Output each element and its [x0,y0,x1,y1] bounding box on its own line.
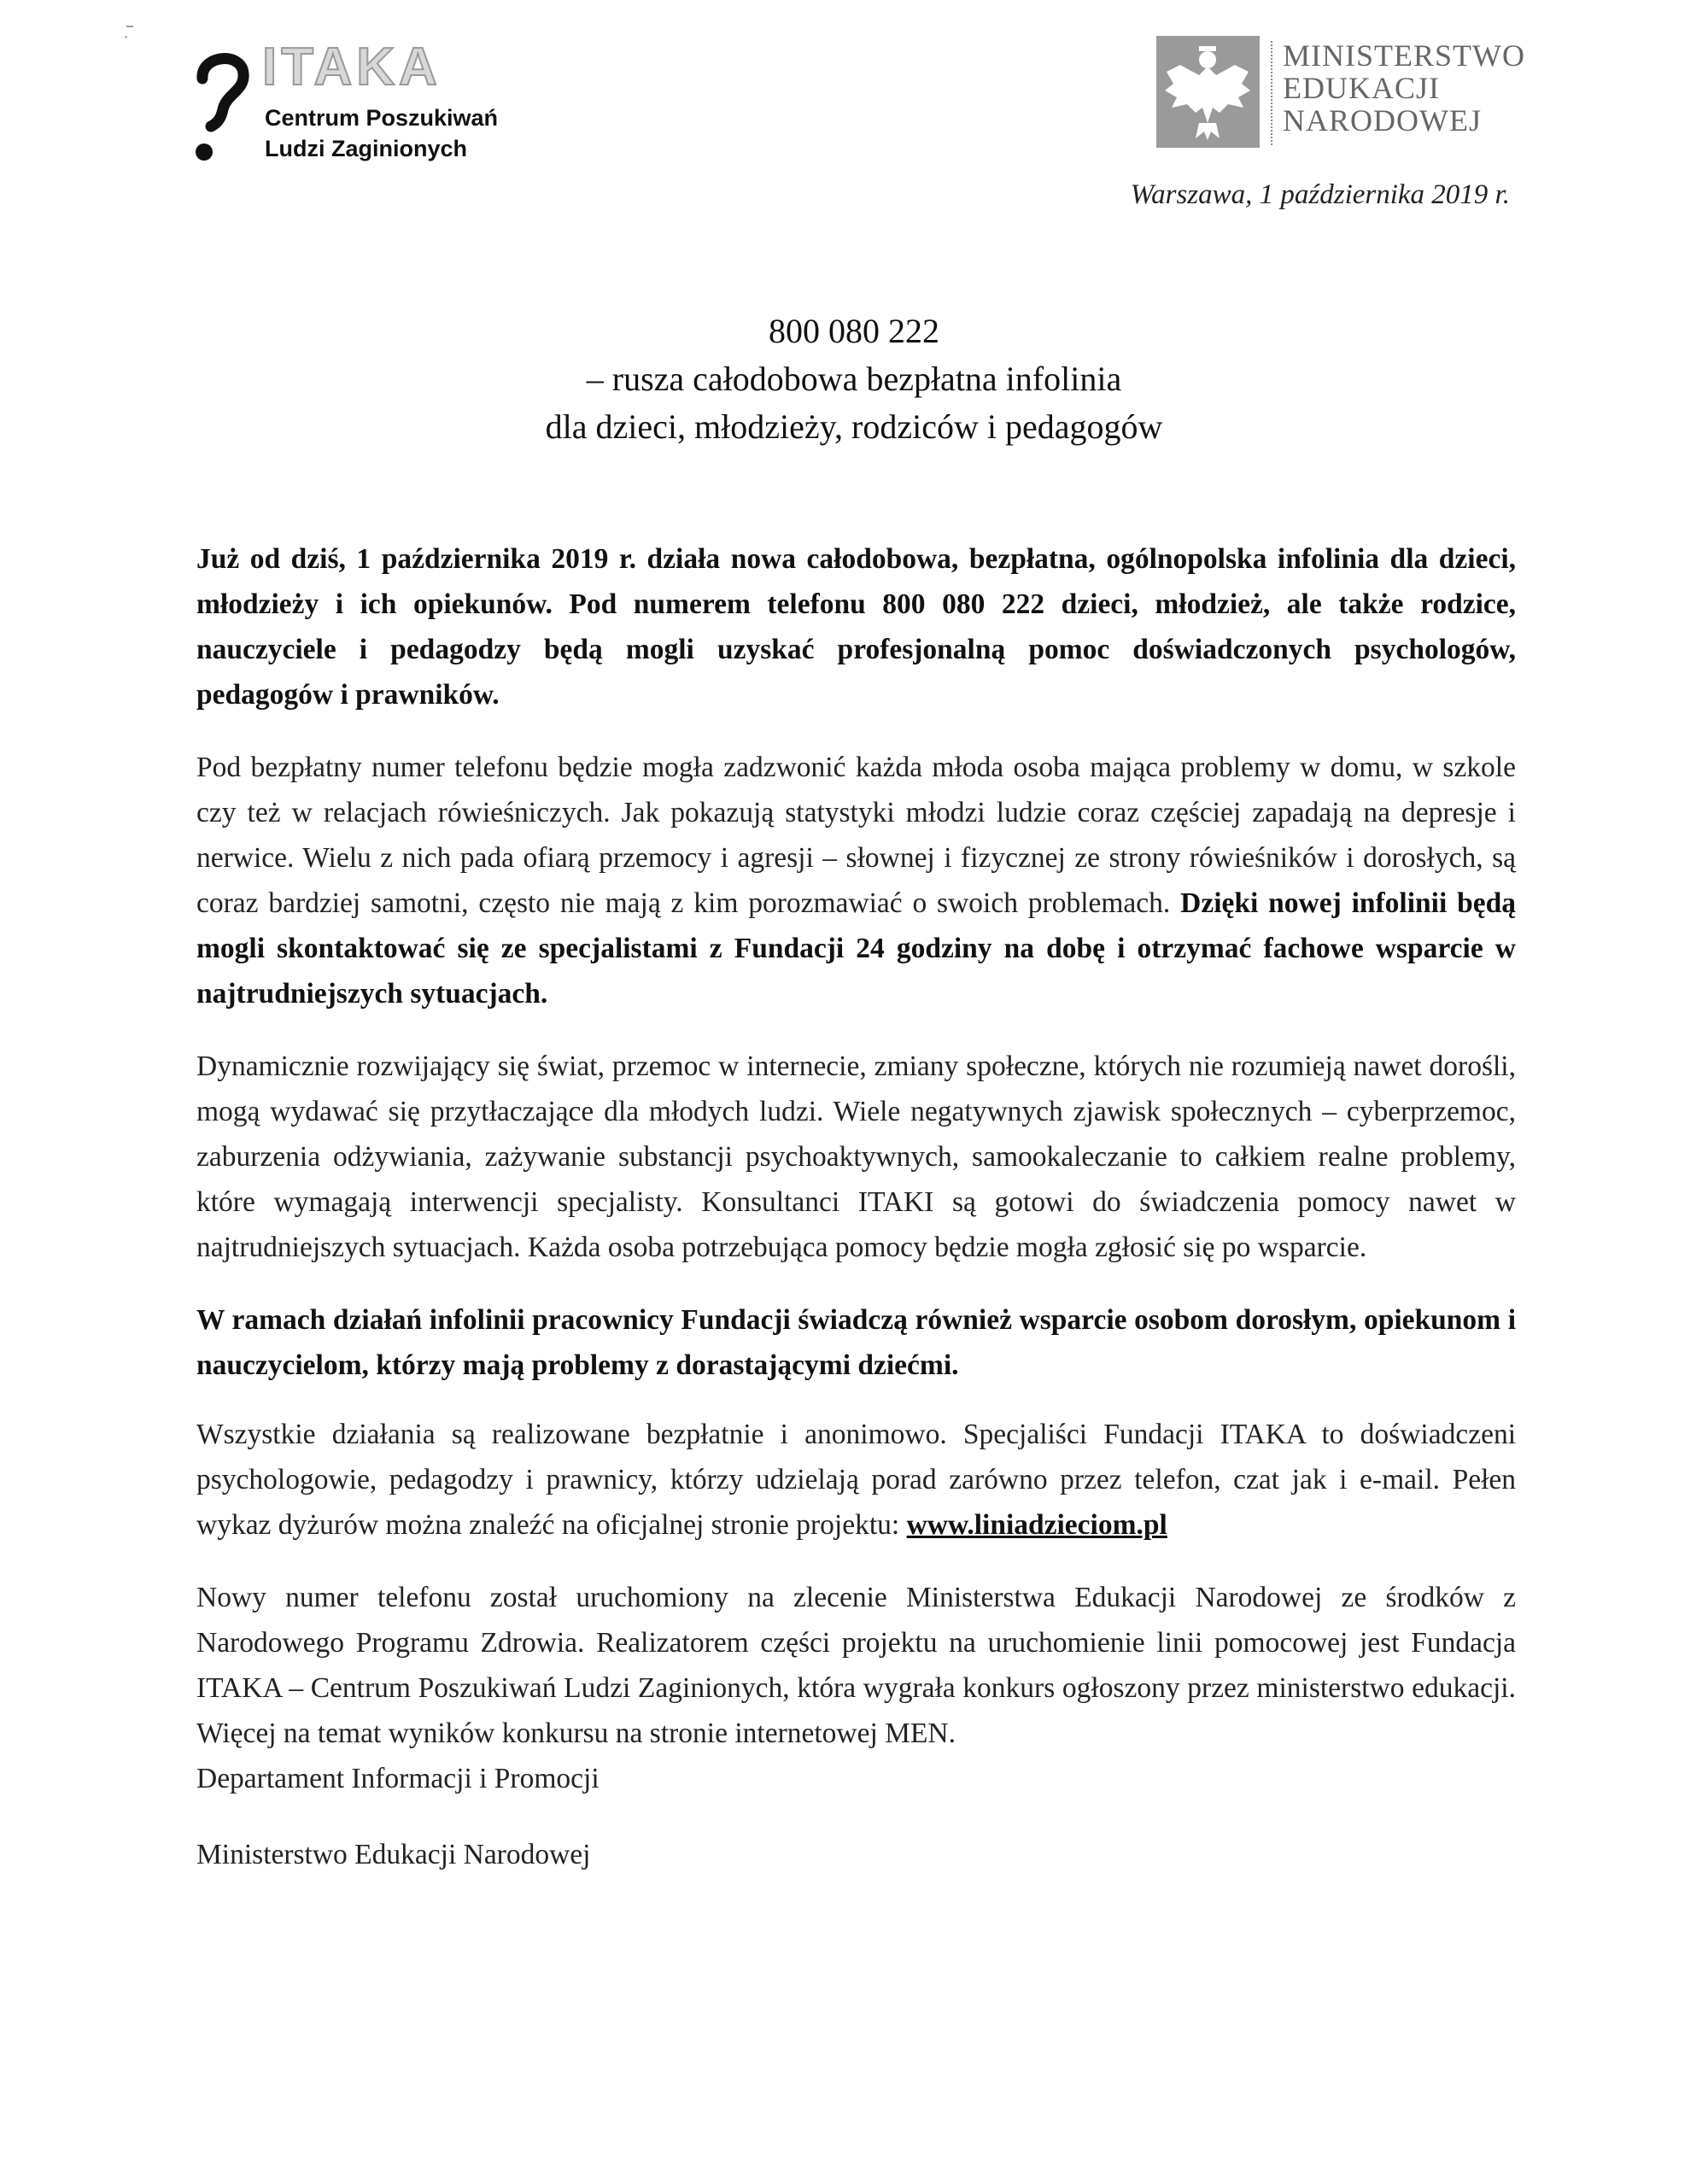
paragraph [196,1412,1516,1548]
logo-divider [1271,41,1274,145]
ministry-name [1283,39,1525,137]
itaka-wordmark: ITAKA [262,38,442,97]
document-date: Warszawa, 1 października 2019 r. [1130,179,1510,210]
signature-department: Departament Informacji i Promocji [196,1763,600,1794]
title-line: 800 080 222 [769,312,939,350]
paragraph-text: Wszystkie działania są realizowane bezpłatnie i anonimowo. Specjaliści Fundacji ITAKA to doświadczeni psychologowie, pedagodzy i prawnicy, którzy udzielają porad zarówno przez telefon, czat jak i e-mail. Pełen wykaz dyżurów można znaleźć na oficjalnej stronie projektu: [196,1419,1516,1541]
scan-mark [126,26,133,27]
signature-ministry: Ministerstwo Edukacji Narodowej [196,1839,591,1870]
ministry-name-line: EDUKACJI [1283,71,1440,105]
scan-mark [125,36,127,38]
title-line: dla dzieci, młodzieży, rodziców i pedagogów [545,407,1163,446]
bold-paragraph: W ramach działań infolinii pracownicy Fundacji świadczą również wsparcie osobom dorosłym, opiekunom i nauczycielom, którzy mają problemy z dorastającymi dziećmi. [196,1304,1516,1381]
itaka-subtitle [265,102,498,164]
document-title [0,307,1708,451]
eagle-emblem-icon [1155,34,1261,149]
ministry-name-line: NARODOWEJ [1283,103,1482,138]
itaka-logo [192,38,551,169]
ministry-logo [1155,34,1525,158]
paragraph-emphasis: Dzięki nowej infolinii będą mogli skontaktować się ze specjalistami z Fundacji 24 godziny na dobę i otrzymać fachowe wsparcie w najtrudniejszych sytuacjach. [196,887,1516,1010]
itaka-subtitle-line: Ludzi Zaginionych [265,136,467,161]
website-link[interactable]: www.liniadzieciom.pl [906,1509,1167,1541]
ministry-name-line: MINISTERSTWO [1283,38,1525,73]
document-body [196,536,1516,1877]
itaka-subtitle-line: Centrum Poszukiwań [265,105,499,131]
paragraph: Dynamicznie rozwijający się świat, przemoc w internecie, zmiany społeczne, których nie rozumieją nawet dorośli, mogą wydawać się przytłaczające dla młodych ludzi. Wiele negatywnych zjawisk społecznych – cyberprzemoc, zaburzenia odżywiania, zażywanie substancji psychoaktywnych, samookaleczanie to całkiem realne problemy, które wymagają interwencji specjalisty. Konsultanci ITAKI są gotowi do świadczenia pomocy nawet w najtrudniejszych sytuacjach. Każda osoba potrzebująca pomocy będzie mogła zgłosić się po wsparcie. [196,1051,1516,1263]
paragraph-text: Pod bezpłatny numer telefonu będzie mogła zadzwonić każda młoda osoba mająca problemy w domu, w szkole czy też w relacjach rówieśniczych. Jak pokazują statystyki młodzi ludzie coraz częściej zapadają na depresje i nerwice. Wielu z nich pada ofiarą przemocy i agresji – słownej i fizycznej ze strony rówieśników i dorosłych, są coraz bardziej samotni, często nie mają z kim porozmawiać o swoich problemach. [196,752,1516,919]
question-mark-icon [192,44,252,164]
title-line: – rusza całodobowa bezpłatna infolinia [586,360,1122,398]
paragraph [196,745,1516,1016]
lead-paragraph: Już od dziś, 1 października 2019 r. działa nowa całodobowa, bezpłatna, ogólnopolska infolinia dla dzieci, młodzieży i ich opiekunów. Pod numerem telefonu 800 080 222 dzieci, młodzież, ale także rodzice, nauczyciele i pedagodzy będą mogli uzyskać profesjonalną pomoc doświadczonych psychologów, pedagogów i prawników. [196,543,1516,711]
paragraph: Nowy numer telefonu został uruchomiony na zlecenie Ministerstwa Edukacji Narodowej ze środków z Narodowego Programu Zdrowia. Realizatorem części projektu na uruchomienie linii pomocowej jest Fundacja ITAKA – Centrum Poszukiwań Ludzi Zaginionych, która wygrała konkurs ogłoszony przez ministerstwo edukacji. Więcej na temat wyników konkursu na stronie internetowej MEN. [196,1582,1516,1749]
